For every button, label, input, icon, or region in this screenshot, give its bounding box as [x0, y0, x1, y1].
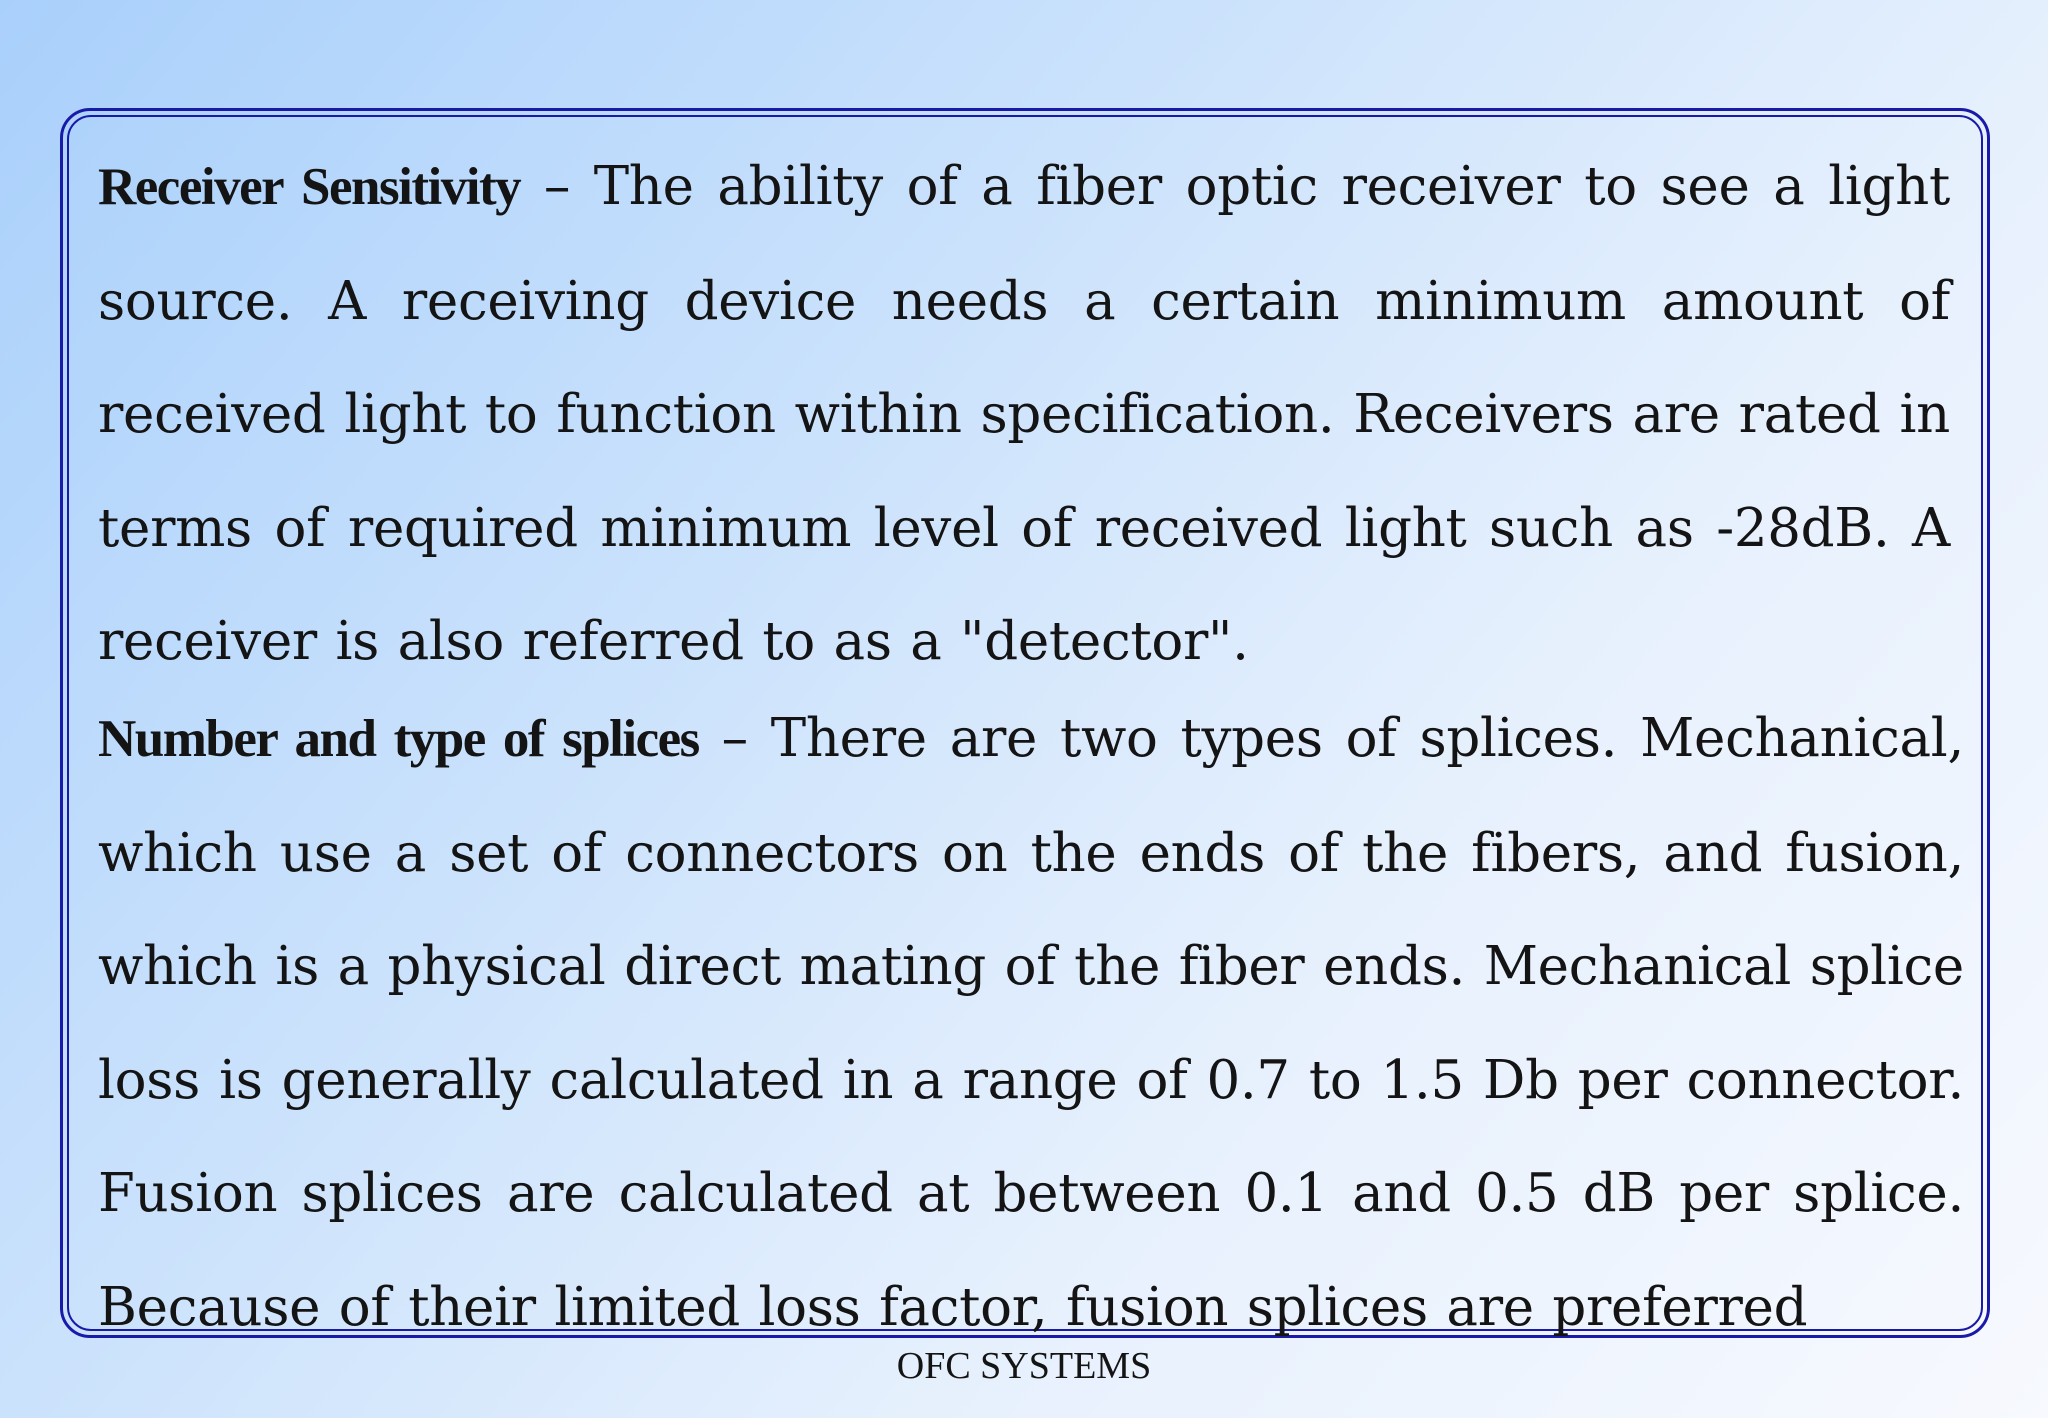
term-receiver-sensitivity: Receiver Sensitivity: [98, 158, 521, 216]
term-splices: Number and type of splices: [98, 710, 699, 768]
paragraph-receiver-sensitivity: [98, 130, 1950, 699]
slide-footer: OFC SYSTEMS: [896, 1345, 1152, 1387]
definition-receiver-sensitivity: – The ability of a fiber optic receiver to see a light source. A receiving device needs a certain minimum amount of received light to function within specification. Receivers are rated in terms of required minimum level of received light such as -28dB. A receiver is also referred to as a "detector".: [98, 156, 1950, 672]
definition-splices: – There are two types of splices. Mechanical, which use a set of connectors on the ends of the fibers, and fusion, which is a physical direct mating of the fiber ends. Mechanical splice loss is generally calculated in a range of 0.7 to 1.5 Db per connector. Fusion splices are calculated at between 0.1 and 0.5 dB per splice. Because of their limited loss factor, fusion splices are preferred: [98, 708, 1964, 1338]
paragraph-splices: [98, 682, 1964, 1364]
